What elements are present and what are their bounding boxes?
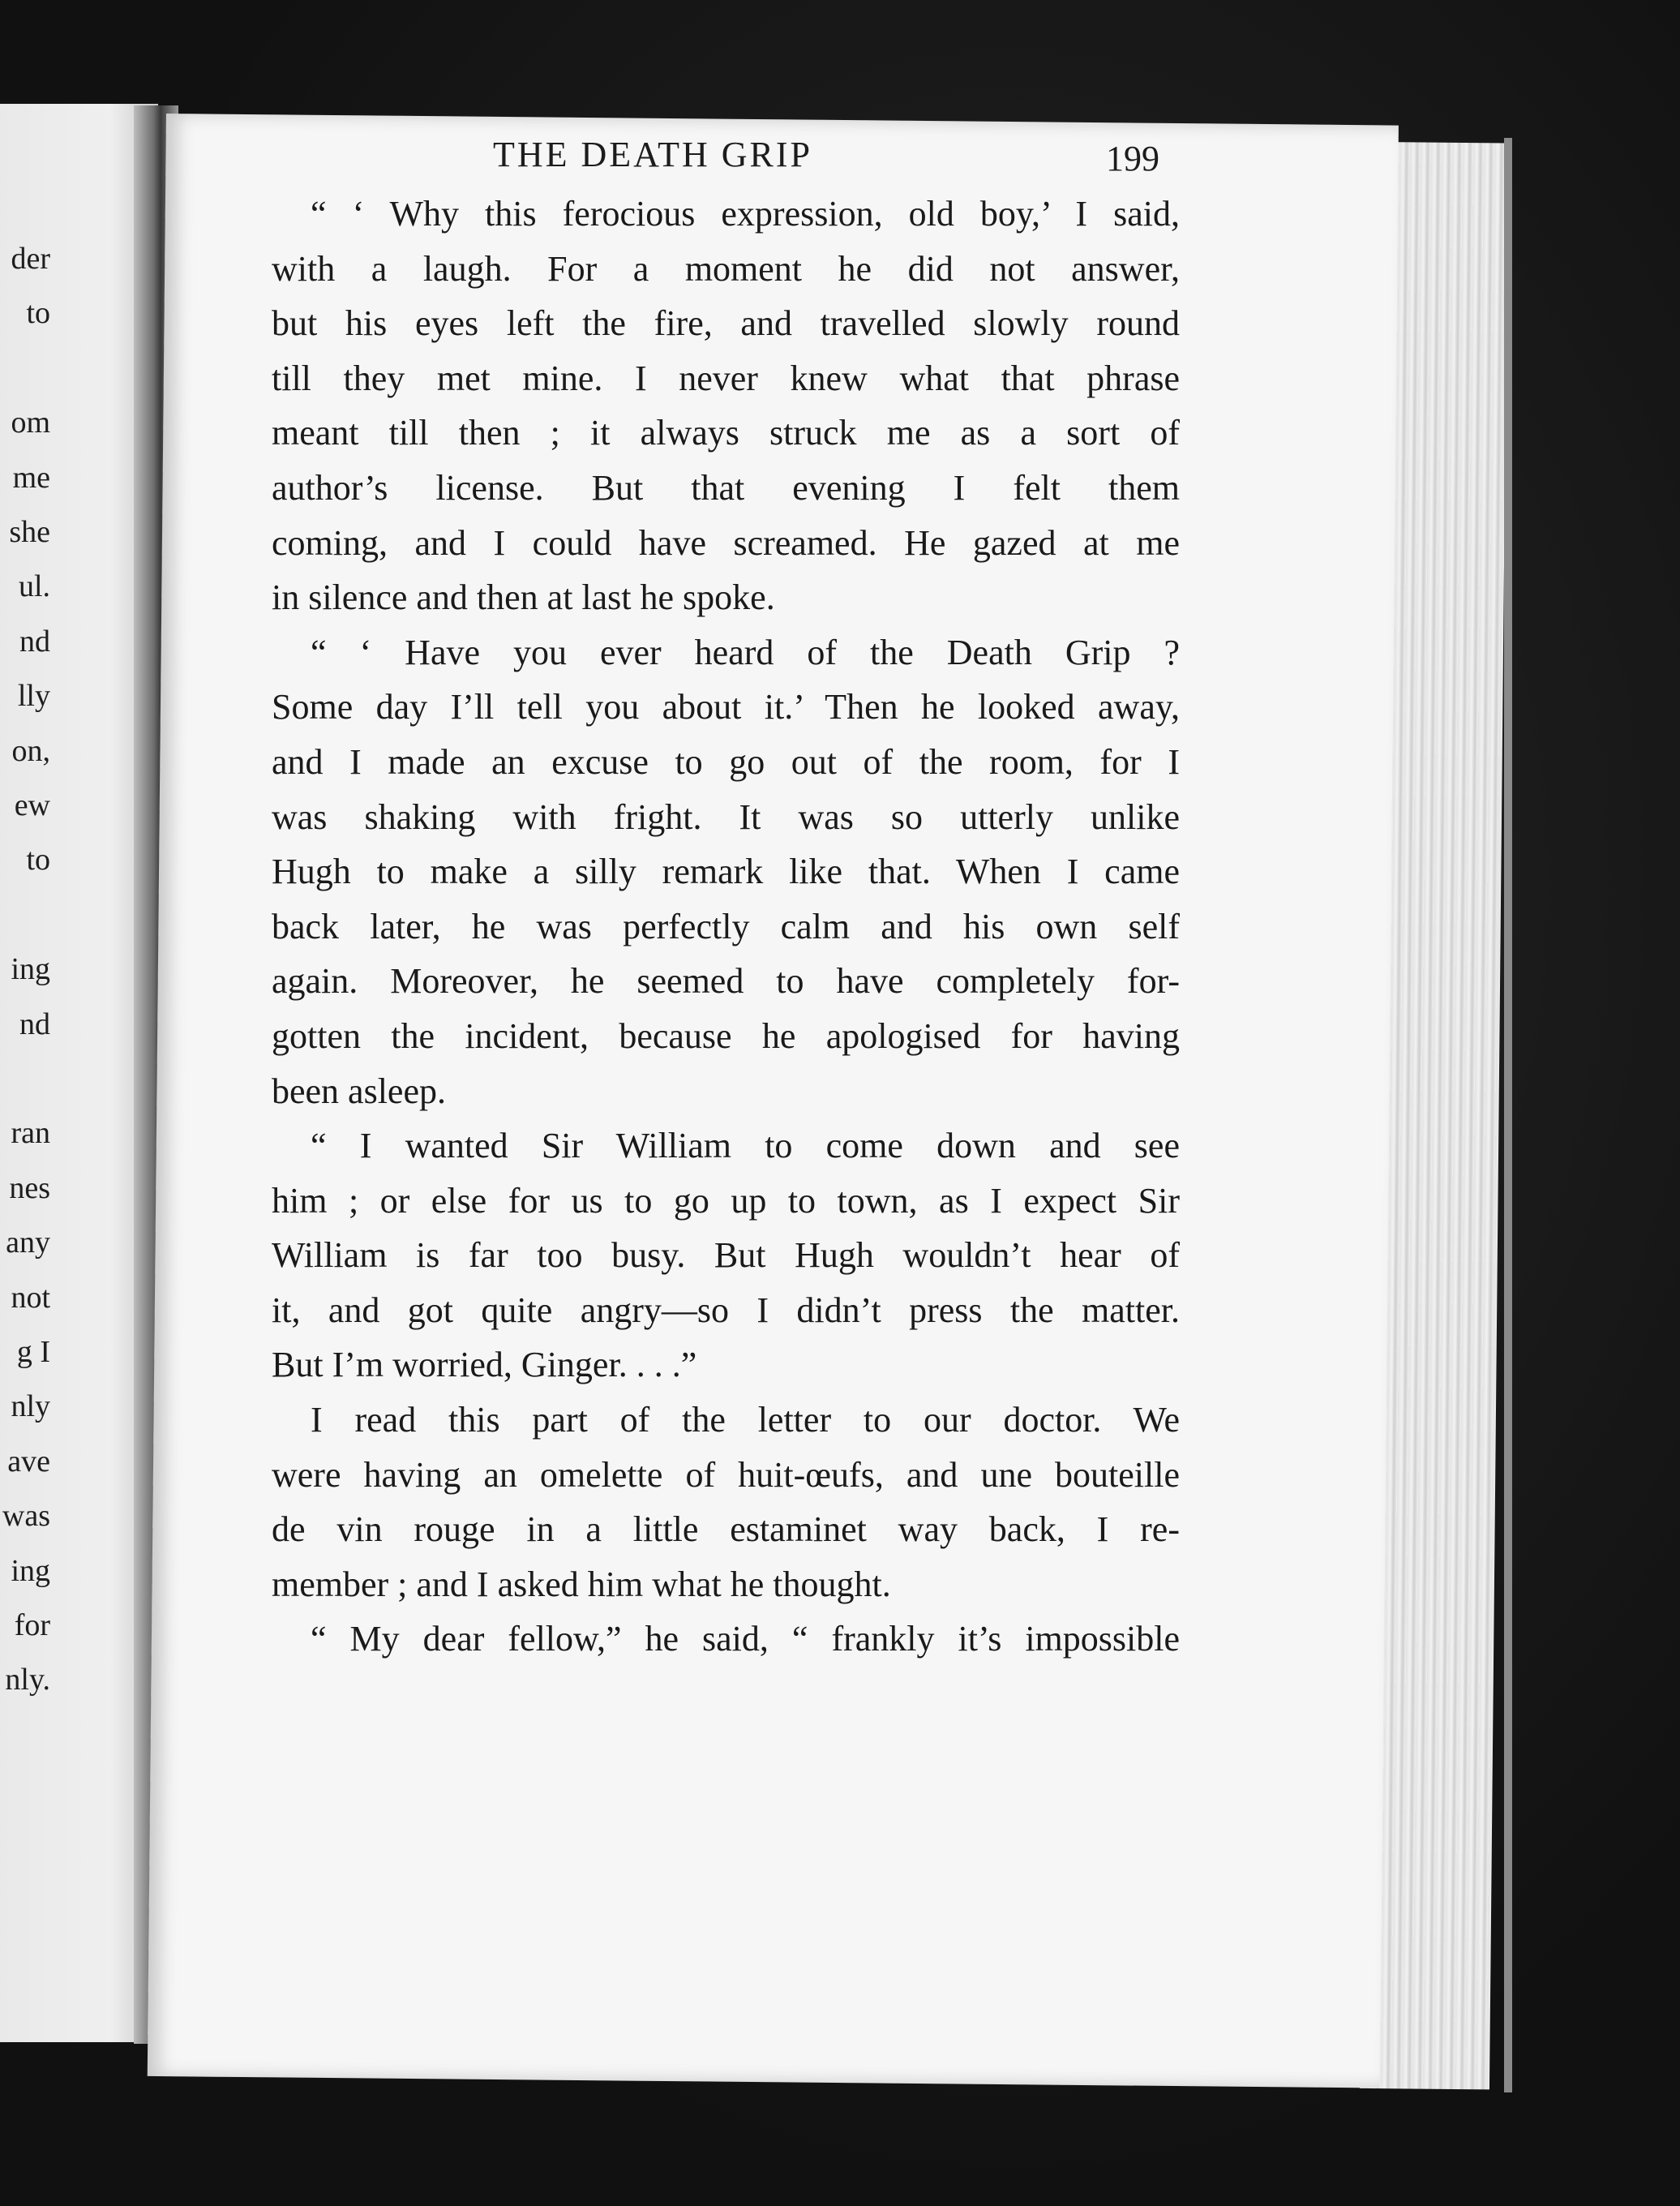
left-page-fragment: ing xyxy=(11,1553,50,1588)
text-line: were having an omelette of huit-œufs, and une bouteille xyxy=(272,1454,1180,1495)
left-page-fragment: nly xyxy=(11,1389,50,1424)
left-page-fragment: me xyxy=(12,460,50,495)
left-page-fragment: ew xyxy=(14,788,50,822)
left-page-fragment: nd xyxy=(19,1006,50,1041)
text-line: with a laugh. For a moment he did not answer, xyxy=(272,248,1180,289)
running-head: THE DEATH GRIP xyxy=(493,135,812,174)
left-page-fragment: not xyxy=(11,1280,50,1315)
left-page-fragment: was xyxy=(2,1499,50,1534)
text-line: in silence and then at last he spoke. xyxy=(272,577,775,618)
text-line: de vin rouge in a little estaminet way back, I re- xyxy=(272,1509,1180,1550)
left-page-fragment: she xyxy=(9,515,50,549)
left-page-fragment: g I xyxy=(16,1335,50,1369)
left-page-fragment: to xyxy=(26,843,50,878)
text-line: back later, he was perfectly calm and his own self xyxy=(272,906,1180,946)
text-line: author’s license. But that evening I felt them xyxy=(272,467,1180,508)
text-line: “ My dear fellow,” he said, “ frankly it’s impossible xyxy=(311,1619,1180,1659)
text-line: till they met mine. I never knew what that phrase xyxy=(272,358,1180,398)
left-page-fragment: lly xyxy=(17,679,50,714)
text-line: been asleep. xyxy=(272,1071,446,1111)
text-line: “ ‘ Why this ferocious expression, old boy,’ I said, xyxy=(311,194,1180,234)
body-text xyxy=(272,187,1180,1667)
text-line: and I made an excuse to go out of the room, for I xyxy=(272,741,1180,782)
text-line: it, and got quite angry—so I didn’t press the matter. xyxy=(272,1290,1180,1330)
left-page-fragment: nly. xyxy=(5,1663,50,1697)
left-page-fragment: ul. xyxy=(18,569,50,604)
text-line: him ; or else for us to go up to town, as I expect Sir xyxy=(272,1180,1180,1221)
text-line: again. Moreover, he seemed to have completely for- xyxy=(272,961,1180,1002)
left-page-fragment: any xyxy=(6,1225,50,1260)
left-page-fragment: nd xyxy=(19,624,50,659)
left-page-fragment: der xyxy=(11,242,50,276)
text-line: coming, and I could have screamed. He gazed at me xyxy=(272,522,1180,563)
page-number: 199 xyxy=(1106,139,1159,178)
text-line: but his eyes left the fire, and travelled slowly round xyxy=(272,303,1180,344)
left-page-fragment: nes xyxy=(9,1170,50,1205)
text-line: William is far too busy. But Hugh wouldn’t hear of xyxy=(272,1235,1180,1276)
text-line: gotten the incident, because he apologised for having xyxy=(272,1015,1180,1056)
text-line: meant till then ; it always struck me as a sort of xyxy=(272,413,1180,453)
text-line: member ; and I asked him what he thought. xyxy=(272,1564,891,1604)
left-page-fragment: to xyxy=(26,296,50,331)
left-page-fragment: on, xyxy=(11,733,50,768)
left-page-fragment: om xyxy=(11,406,50,440)
text-line: But I’m worried, Ginger. . . .” xyxy=(272,1345,697,1385)
left-page-fragment: ave xyxy=(7,1444,50,1479)
page-block-shadow xyxy=(1504,138,1512,2092)
text-line: “ I wanted Sir William to come down and see xyxy=(311,1126,1180,1166)
left-page-fragment: for xyxy=(14,1608,50,1642)
text-line: Some day I’ll tell you about it.’ Then he looked away, xyxy=(272,687,1180,727)
text-line: was shaking with fright. It was so utterly unlike xyxy=(272,796,1180,837)
text-line: Hugh to make a silly remark like that. When I came xyxy=(272,852,1180,892)
text-line: I read this part of the letter to our doctor. We xyxy=(311,1400,1180,1440)
left-page-fragment: ran xyxy=(11,1116,50,1151)
text-line: “ ‘ Have you ever heard of the Death Grip ? xyxy=(311,632,1180,672)
left-page-fragment: ing xyxy=(11,952,50,987)
